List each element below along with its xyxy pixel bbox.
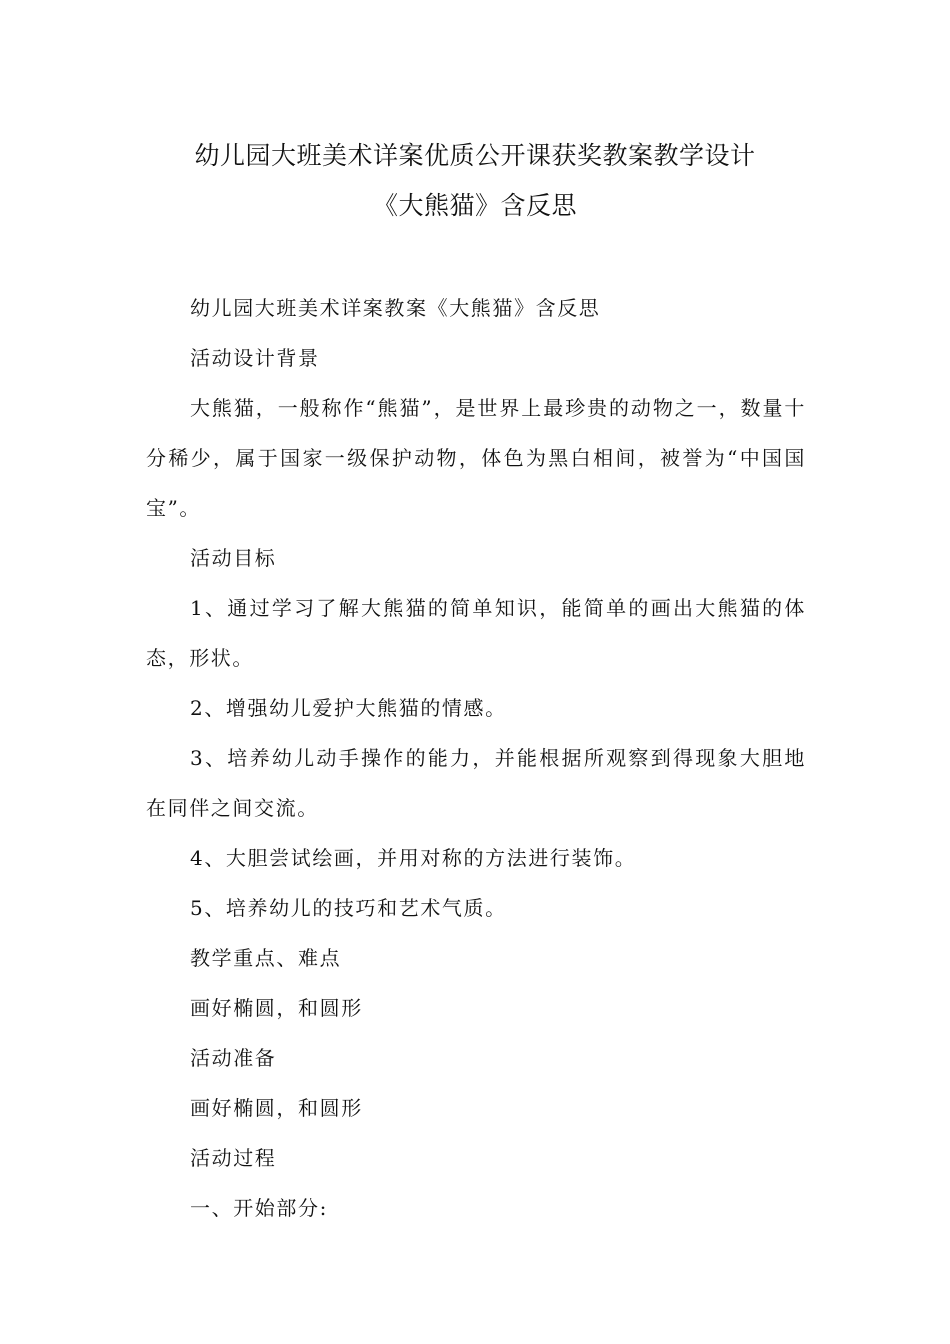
subtitle-paragraph: 幼儿园大班美术详案教案《大熊猫》含反思 bbox=[190, 296, 601, 320]
section-heading-goals: 活动目标 bbox=[190, 546, 277, 570]
document-title-line-1: 幼儿园大班美术详案优质公开课获奖教案教学设计 bbox=[194, 141, 756, 170]
goal-item-2: 2、增强幼儿爱护大熊猫的情感。 bbox=[190, 696, 507, 720]
goal-item-1: 1、通过学习了解大熊猫的简单知识，能简单的画出大熊猫的体态，形状。 bbox=[146, 596, 806, 670]
section-heading-preparation: 活动准备 bbox=[190, 1046, 277, 1070]
document-title-line-2: 《大熊猫》含反思 bbox=[372, 191, 577, 220]
key-points-paragraph: 画好椭圆，和圆形 bbox=[190, 996, 363, 1020]
goal-item-3: 3、培养幼儿动手操作的能力，并能根据所观察到得现象大胆地在同伴之间交流。 bbox=[146, 746, 806, 820]
goal-item-4: 4、大胆尝试绘画，并用对称的方法进行装饰。 bbox=[190, 846, 637, 870]
section-heading-process: 活动过程 bbox=[190, 1146, 277, 1170]
document-body bbox=[146, 283, 806, 1233]
section-heading-background: 活动设计背景 bbox=[190, 346, 320, 370]
goal-item-5: 5、培养幼儿的技巧和艺术气质。 bbox=[190, 896, 507, 920]
section-heading-key-points: 教学重点、难点 bbox=[190, 946, 342, 970]
preparation-paragraph: 画好椭圆，和圆形 bbox=[190, 1096, 363, 1120]
process-step-1: 一、开始部分: bbox=[190, 1196, 328, 1220]
background-paragraph: 大熊猫，一般称作“熊猫”，是世界上最珍贵的动物之一，数量十分稀少，属于国家一级保护动物，体色为黑白相间，被誉为“中国国宝”。 bbox=[146, 396, 806, 520]
